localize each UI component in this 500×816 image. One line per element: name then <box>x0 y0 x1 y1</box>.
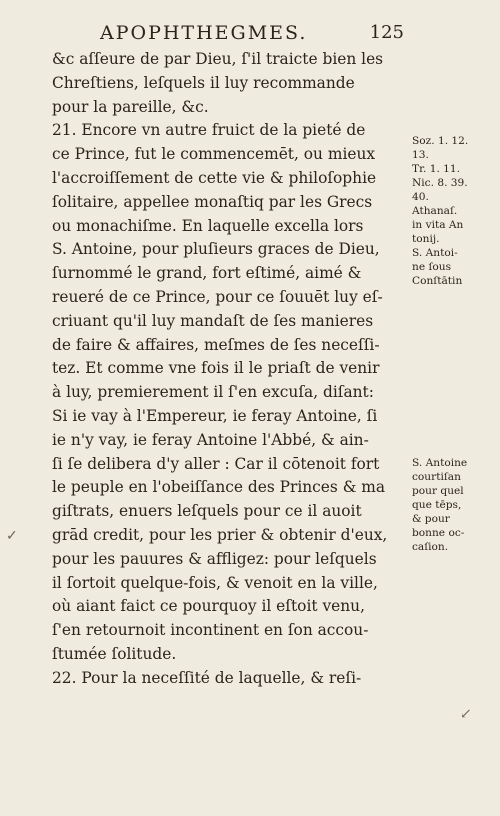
main-text <box>52 48 408 691</box>
margin-note-line: Tr. 1. 11. <box>412 163 461 175</box>
page-number: 125 <box>369 22 404 43</box>
margin-note-line: caſion. <box>412 541 449 553</box>
text-line: 22. Pour la neceſſité de laquelle, & reſi- <box>52 668 362 687</box>
margin-note-line: S. Antoine <box>412 457 468 469</box>
running-header <box>100 22 404 44</box>
text-line: ce Prince, fut le commencemēt, ou mieux <box>52 145 376 164</box>
margin-note-line: ne ſous <box>412 261 452 273</box>
margin-note-line: Soz. 1. 12. <box>412 135 469 147</box>
text-line: criuant qu'il luy mandaſt de ſes manieres <box>52 311 374 330</box>
text-line: à luy, premierement il ſ'en excuſa, diſant: <box>52 383 374 402</box>
text-line: reueré de ce Prince, pour ce ſouuēt luy eſ- <box>52 287 383 306</box>
text-line: ie n'y vay, ie feray Antoine l'Abbé, & ain- <box>52 430 369 449</box>
text-line: grād credit, pour les prier & obtenir d'eux, <box>52 525 388 544</box>
margin-note-line: & pour <box>412 513 450 525</box>
text-line: pour la pareille, &c. <box>52 97 209 116</box>
margin-note-line: S. Antoi- <box>412 247 458 259</box>
text-line: Chreſtiens, leſquels il luy recommande <box>52 73 355 92</box>
text-line: ſtumée ſolitude. <box>52 644 177 663</box>
text-line: giſtrats, enuers leſquels pour ce il auoit <box>52 502 362 521</box>
text-line: ou monachiſme. En laquelle excella lors <box>52 216 364 235</box>
text-line: &c aſſeure de par Dieu, ſ'il traicte bien les <box>52 50 384 68</box>
margin-note-line: pour quel <box>412 485 464 497</box>
text-line: où aiant faict ce pourquoy il eſtoit venu, <box>52 597 365 616</box>
text-line: l'accroiſſement de cette vie & philoſophie <box>52 168 377 187</box>
text-line: ſolitaire, appellee monaſtiq par les Grecs <box>52 192 373 211</box>
text-line: 21. Encore vn autre fruict de la pieté de <box>52 121 366 140</box>
margin-note-line: tonij. <box>412 233 440 245</box>
text-line: le peuple en l'obeiſſance des Princes & ma <box>52 478 386 497</box>
text-line: il ſortoit quelque-fois, & venoit en la ville, <box>52 573 378 592</box>
text-line: ſi ſe delibera d'y aller : Car il cōtenoit fort <box>52 454 380 473</box>
text-line: Si ie vay à l'Empereur, ie feray Antoine, ſi <box>52 406 378 425</box>
text-line: de faire & affaires, meſmes de ſes neceſſi- <box>52 335 380 354</box>
text-line: pour les pauures & affligez: pour leſquels <box>52 549 377 568</box>
margin-note-line: Nic. 8. 39. <box>412 177 468 189</box>
margin-note-line: courtiſan <box>412 471 461 483</box>
text-line: S. Antoine, pour pluſieurs graces de Dieu, <box>52 240 380 259</box>
margin-note-line: Conſtātin <box>412 275 463 287</box>
margin-note-antoine <box>412 456 498 554</box>
margin-note-line: que tēps, <box>412 499 462 511</box>
margin-note-line: Athanaſ. <box>412 205 458 217</box>
text-line: tez. Et comme vne fois il le priaſt de venir <box>52 359 380 378</box>
margin-note-line: in vita An <box>412 219 464 231</box>
text-line: ſurnommé le grand, fort eſtimé, aimé & <box>52 264 362 283</box>
margin-note-line: 13. <box>412 149 429 161</box>
margin-note-line: 40. <box>412 191 429 203</box>
running-title: APOPHTHEGMES. <box>100 22 308 44</box>
pencil-mark: ✓ <box>6 528 18 544</box>
text-line: ſ'en retournoit incontinent en ſon accou- <box>52 621 369 640</box>
margin-note-line: bonne oc- <box>412 527 465 539</box>
pencil-mark: ↙ <box>460 706 472 722</box>
margin-note-sources <box>412 134 498 288</box>
